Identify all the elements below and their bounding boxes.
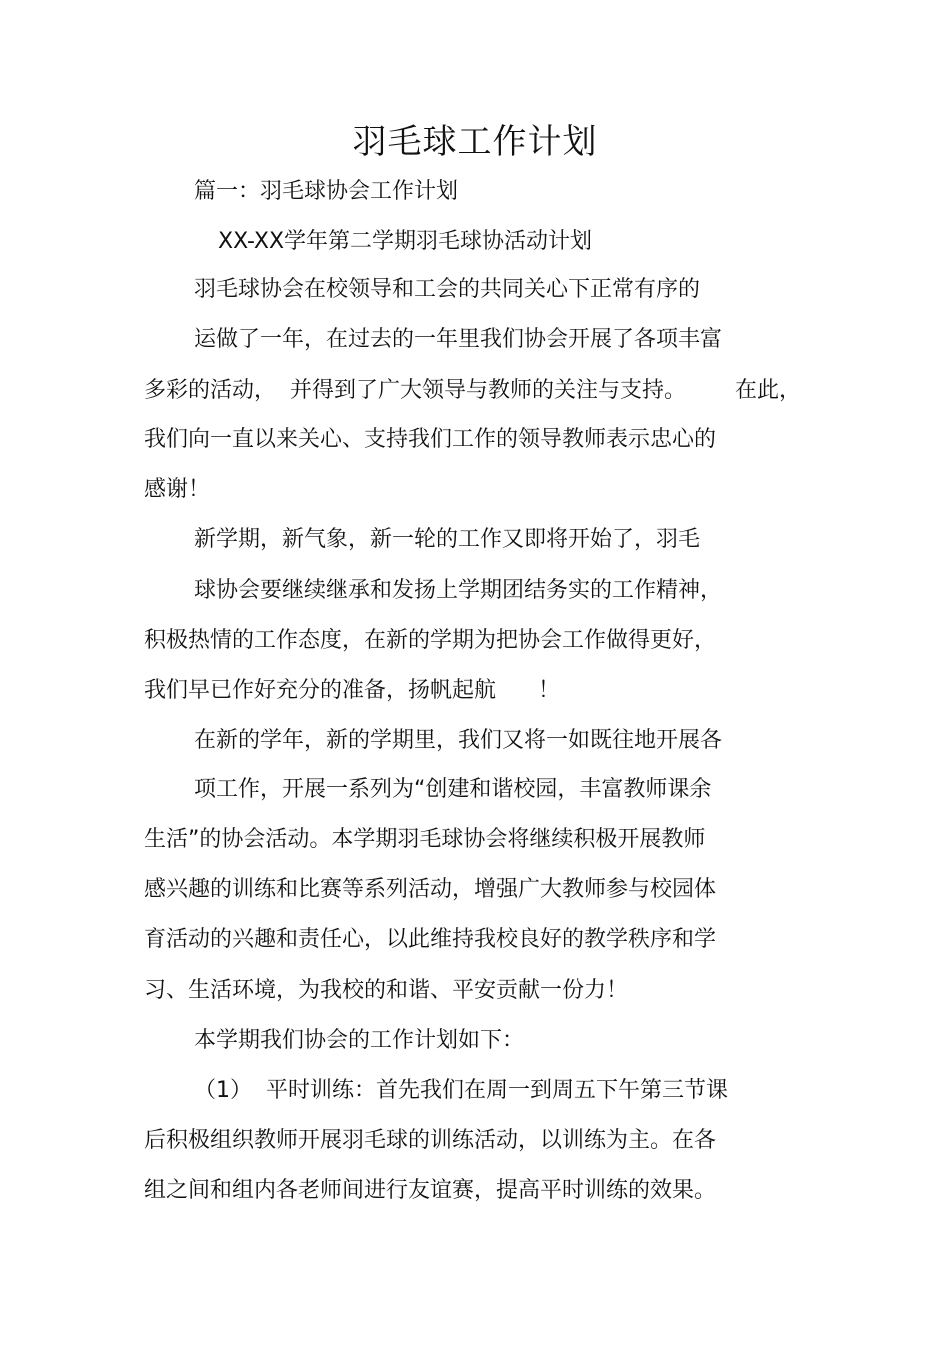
paragraph-line: 多彩的活动， 并得到了广大领导与教师的关注与支持。 在此， [144, 378, 801, 403]
section-heading: 篇一：羽毛球协会工作计划 [194, 179, 459, 204]
paragraph-line: 感谢！ [144, 477, 211, 502]
paragraph-line: 新学期，新气象，新一轮的工作又即将开始了，羽毛 [194, 527, 701, 552]
paragraph-line: 生活”的协会活动。本学期羽毛球协会将继续积极开展教师 [144, 827, 706, 852]
paragraph-line: 积极热情的工作态度，在新的学期为把协会工作做得更好， [144, 628, 717, 653]
paragraph-line: 感兴趣的训练和比赛等系列活动，增强广大教师参与校园体 [144, 877, 717, 902]
paragraph-line: 后积极组织教师开展羽毛球的训练活动，以训练为主。在各 [144, 1128, 717, 1153]
paragraph-line: 在新的学年，新的学期里，我们又将一如既往地开展各 [194, 728, 723, 753]
document-title: 羽毛球工作计划 [352, 122, 598, 162]
paragraph-line: 我们向一直以来关心、支持我们工作的领导教师表示忠心的 [144, 427, 717, 452]
paragraph-line: 组之间和组内各老师间进行友谊赛，提高平时训练的效果。 [144, 1178, 717, 1203]
paragraph-line: 运做了一年，在过去的一年里我们协会开展了各项丰富 [194, 327, 723, 352]
paragraph-line: 项工作，开展一系列为“创建和谐校园，丰富教师课余 [194, 777, 712, 802]
paragraph-line: 羽毛球协会在校领导和工会的共同关心下正常有序的 [194, 277, 701, 302]
paragraph-line: 球协会要继续继承和发扬上学期团结务实的工作精神， [194, 578, 723, 603]
paragraph-line: 育活动的兴趣和责任心，以此维持我校良好的教学秩序和学 [144, 927, 717, 952]
plan-subtitle: XX-XX学年第二学期羽毛球协活动计划 [218, 229, 593, 254]
paragraph-line: （1） 平时训练：首先我们在周一到周五下午第三节课 [194, 1078, 728, 1103]
paragraph-line: 习、生活环境，为我校的和谐、平安贡献一份力！ [144, 978, 629, 1003]
paragraph-line: 我们早已作好充分的准备，扬帆起航 ！ [144, 678, 560, 703]
paragraph-line: 本学期我们协会的工作计划如下： [194, 1028, 525, 1053]
